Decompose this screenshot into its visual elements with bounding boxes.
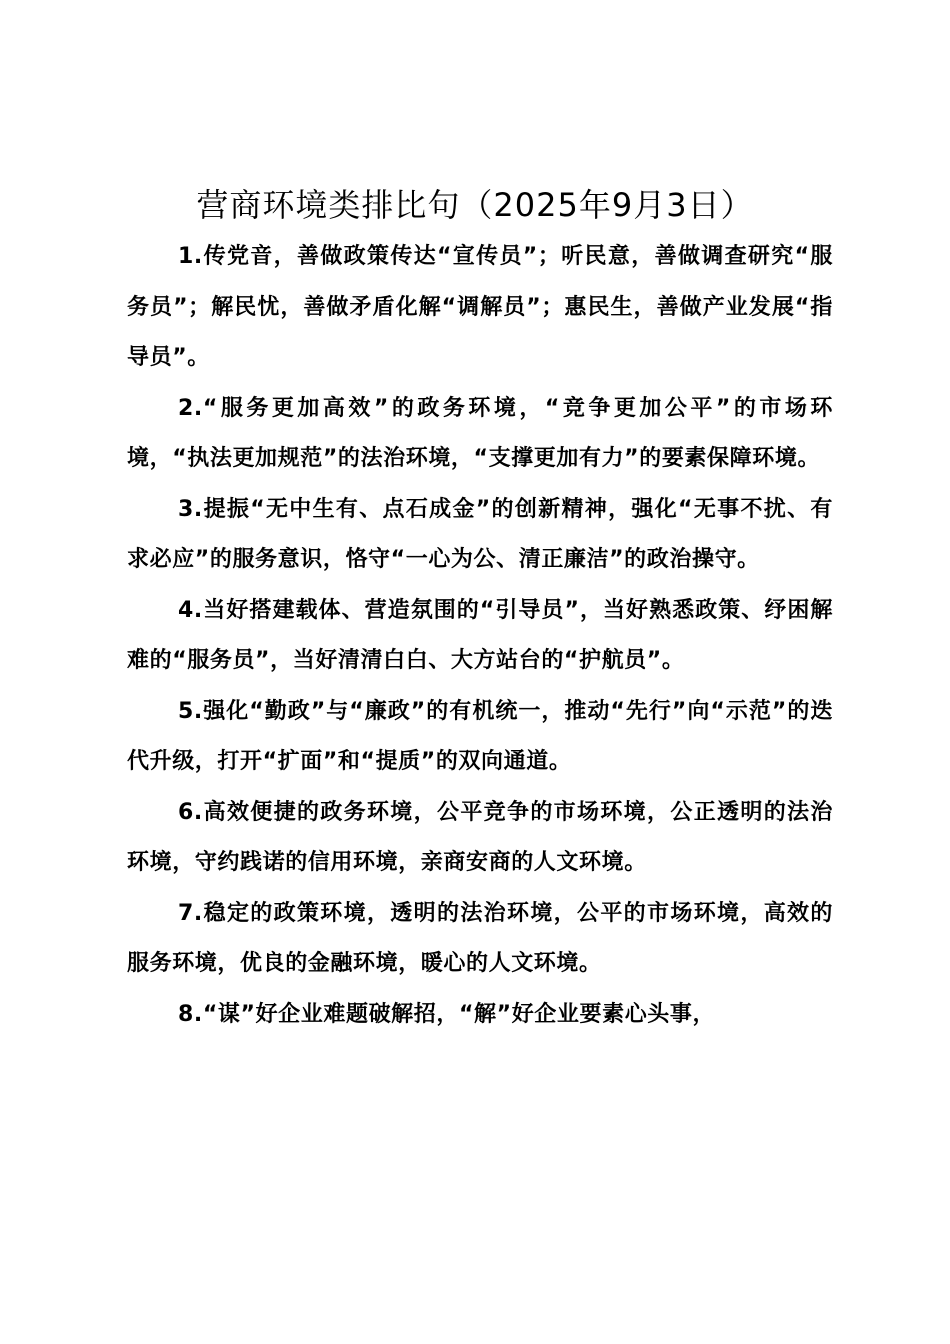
document-title: 营商环境类排比句（2025年9月3日） [196,186,754,224]
paragraph-7: 7.稳定的政策环境，透明的法治环境，公平的市场环境，高效的服务环境，优良的金融环境，暖心的人文环境。 [127,900,833,976]
paragraph-6: 6.高效便捷的政务环境，公平竞争的市场环境，公正透明的法治环境，守约践诺的信用环境，亲商安商的人文环境。 [127,799,833,875]
paragraph-1: 1.传党音，善做政策传达“宣传员”；听民意，善做调查研究“服务员”；解民忧，善做矛盾化解“调解员”；惠民生，善做产业发展“指导员”。 [127,244,833,370]
paragraph-3: 3.提振“无中生有、点石成金”的创新精神，强化“无事不扰、有求必应”的服务意识，恪守“一心为公、清正廉洁”的政治操守。 [127,496,833,572]
paragraph-8: 8.“谋”好企业难题破解招，“解”好企业要素心头事， [178,1001,716,1027]
paragraph-4: 4.当好搭建载体、营造氛围的“引导员”，当好熟悉政策、纾困解难的“服务员”，当好清清白白、大方站台的“护航员”。 [127,597,833,673]
document-body [127,232,833,1040]
paragraph-2: 2.“服务更加高效”的政务环境，“竞争更加公平”的市场环境，“执法更加规范”的法治环境，“支撑更加有力”的要素保障环境。 [127,395,833,471]
paragraph-5: 5.强化“勤政”与“廉政”的有机统一，推动“先行”向“示范”的迭代升级，打开“扩面”和“提质”的双向通道。 [127,698,833,774]
